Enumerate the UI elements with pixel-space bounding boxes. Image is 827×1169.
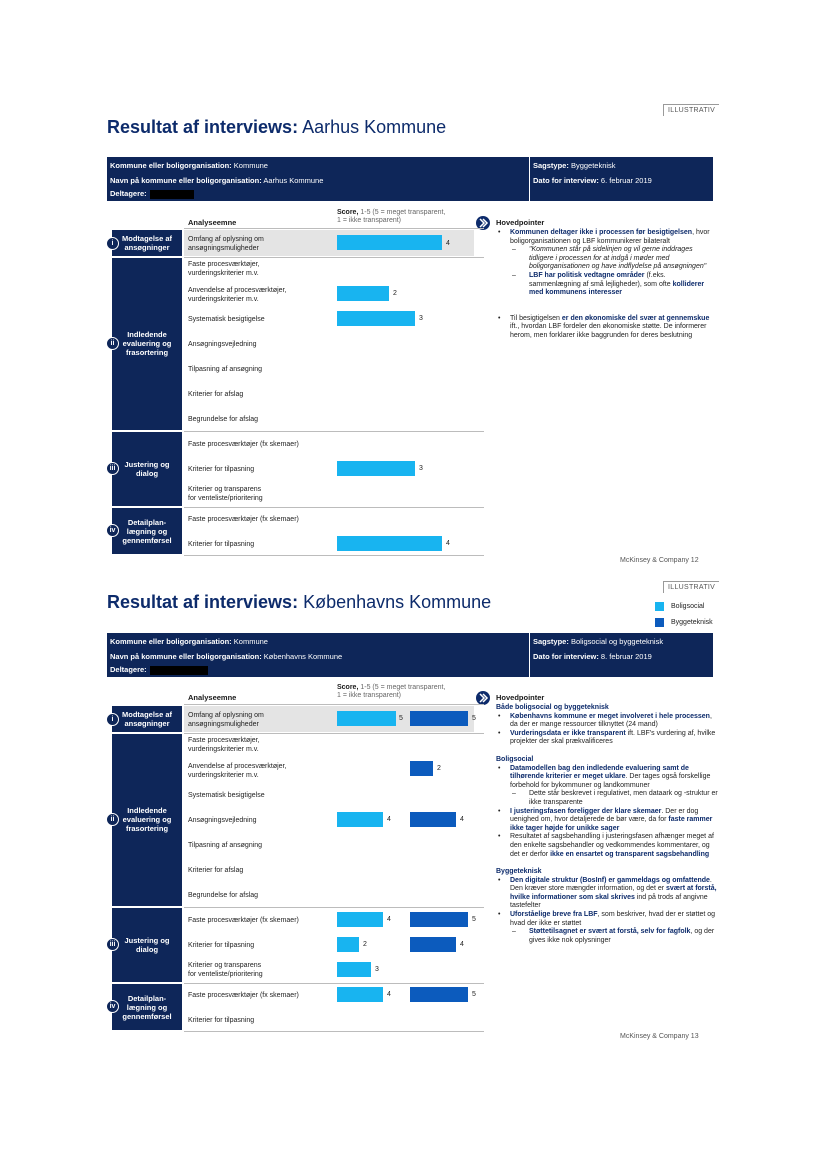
score-bar-boligsocial bbox=[337, 912, 383, 927]
illustrative-tag: ILLUSTRATIV bbox=[663, 104, 719, 116]
criterion-label: Faste procesværktøjer, vurderingskriterier m.v. bbox=[188, 261, 260, 277]
chevron-right-icon bbox=[476, 691, 490, 705]
score-bar-byggeteknisk bbox=[410, 987, 468, 1002]
section-modtagelse: Modtagelse af ansøgninger bbox=[112, 706, 182, 732]
score-bar-byggeteknisk bbox=[410, 711, 468, 726]
criterion-label: Tilpasning af ansøgning bbox=[188, 842, 263, 849]
header-score: Score, 1-5 (5 = meget transparent, 1 = ikke transparent) bbox=[337, 684, 446, 699]
score-bar-byggeteknisk bbox=[410, 937, 456, 952]
section-indledende: Indledende evaluering og frasortering bbox=[112, 258, 182, 430]
header-hovedpointer: Hovedpointer bbox=[496, 693, 545, 702]
main-points: Både boligsocial og byggeteknisk • Københavns kommune er meget involveret i hele processen, da der er mange ressourcer tilknyttet (24 mand) • Vurderingsdata er ikke transparent ift. LBF's vurdering af, hvilke projekter der skal prækvalificeres Boligsocial • Datamodellen bag den indledende evaluering samt de tilhørende kriterier er meget uklare. Der tages også forskellige forbehold for bykommuner og landkommuner – Dette står beskrevet i regulativet, men dataark og -struktur er ikke transparente • I justeringsfasen foreligger der klare skemaer. Der er dog uenighed om, hvor detaljerede de bør være, da for faste rammer ikke tager højde for unikke sager • Resultatet af sagsbehandling i justeringsfasen afhænger meget af den enkelte sagsbehandler og vedkommendes kommentarer, og det er derfor ikke en ensartet og transparent sagsbehandling Byggeteknisk • Den digitale struktur (BosInf) er gammeldags og omfattende. Den kræver store mængder information, og det er svært at forstå, hvilke informationer som skal skrives ind på trods af angivne tastefelter • Uforståelige breve fra LBF, som beskriver, hvad der er støttet og hvad der ikke er støttet – Støttetilsagnet er svært at forstå, selv for fagfolk, og der gives ikke nok oplysninger bbox=[496, 704, 718, 944]
section-justering: Justering og dialog bbox=[112, 432, 182, 506]
criterion-label: Kriterier for tilpasning bbox=[188, 541, 255, 548]
criterion-label: Tilpasning af ansøgning bbox=[188, 366, 263, 373]
criterion-label: Faste procesværktøjer (fx skemaer) bbox=[188, 516, 299, 523]
section-number-badge: i bbox=[106, 237, 119, 250]
section-detailplan: Detailplan- lægning og gennemførsel bbox=[112, 984, 182, 1030]
header-hovedpointer: Hovedpointer bbox=[496, 218, 545, 227]
footer-page: McKinsey & Company 12 bbox=[620, 557, 699, 564]
score-value: 3 bbox=[375, 966, 379, 973]
criterion-label: Faste procesværktøjer (fx skemaer) bbox=[188, 441, 299, 448]
score-value: 4 bbox=[387, 816, 391, 823]
score-bar-byggeteknisk bbox=[410, 761, 433, 776]
criterion-label: Kriterier og transparens for venteliste/prioritering bbox=[188, 962, 263, 978]
score-bar-boligsocial bbox=[337, 987, 383, 1002]
criterion-label: Faste procesværktøjer (fx skemaer) bbox=[188, 992, 299, 999]
score-bar-boligsocial bbox=[337, 937, 359, 952]
interview-info-box: Kommune eller boligorganisation: Kommune Navn på kommune eller boligorganisation: Aarhus Kommune Deltagere: Sagstype: Byggeteknisk Dato for interview: 6. februar 2019 bbox=[107, 157, 713, 201]
criterion-label: Faste procesværktøjer, vurderingskriterier m.v. bbox=[188, 737, 260, 753]
redacted-participants bbox=[150, 666, 208, 675]
interview-info-box: Kommune eller boligorganisation: Kommune Navn på kommune eller boligorganisation: Københavns Kommune Deltagere: Sagstype: Boligsocial og byggeteknisk Dato for interview: 8. februar 2019 bbox=[107, 633, 713, 677]
criterion-label: Begrundelse for afslag bbox=[188, 416, 259, 423]
header-analyseemne: Analyseemne bbox=[188, 693, 237, 702]
score-bar-byggeteknisk bbox=[410, 912, 468, 927]
section-number-badge: iii bbox=[106, 462, 119, 475]
criterion-label: Kriterier og transparens for venteliste/prioritering bbox=[188, 486, 263, 502]
section-number-badge: ii bbox=[106, 337, 119, 350]
criterion-label: Omfang af oplysning om ansøgningsmuligheder bbox=[188, 236, 264, 252]
score-bar-boligsocial bbox=[337, 962, 371, 977]
section-number-badge: iv bbox=[106, 1000, 119, 1013]
footer-page: McKinsey & Company 13 bbox=[620, 1033, 699, 1040]
page-title: Resultat af interviews: Københavns Kommune bbox=[107, 592, 492, 612]
section-number-badge: i bbox=[106, 713, 119, 726]
section-modtagelse: Modtagelse af ansøgninger bbox=[112, 230, 182, 256]
score-value: 5 bbox=[472, 715, 476, 722]
criterion-label: Kriterier for tilpasning bbox=[188, 942, 255, 949]
illustrative-tag: ILLUSTRATIV bbox=[663, 581, 719, 593]
criterion-label: Anvendelse af procesværktøjer, vurderingskriterier m.v. bbox=[188, 287, 287, 303]
section-number-badge: iv bbox=[106, 524, 119, 537]
criterion-label: Ansøgningsvejledning bbox=[188, 341, 257, 348]
legend-swatch-boligsocial bbox=[655, 602, 664, 611]
section-justering: Justering og dialog bbox=[112, 908, 182, 982]
criterion-label: Faste procesværktøjer (fx skemaer) bbox=[188, 917, 299, 924]
score-value: 2 bbox=[437, 765, 441, 772]
score-value: 4 bbox=[387, 916, 391, 923]
criterion-label: Begrundelse for afslag bbox=[188, 892, 259, 899]
criterion-label: Omfang af oplysning om ansøgningsmuligheder bbox=[188, 712, 264, 728]
score-value: 4 bbox=[460, 816, 464, 823]
score-value: 3 bbox=[419, 315, 423, 322]
score-value: 5 bbox=[472, 916, 476, 923]
score-bar-boligsocial bbox=[337, 711, 396, 726]
section-number-badge: iii bbox=[106, 938, 119, 951]
score-value: 4 bbox=[387, 991, 391, 998]
section-number-badge: ii bbox=[106, 813, 119, 826]
score-value: 4 bbox=[446, 540, 450, 547]
legend-swatch-byggeteknisk bbox=[655, 618, 664, 627]
criterion-label: Systematisk besigtigelse bbox=[188, 792, 265, 799]
section-detailplan: Detailplan- lægning og gennemførsel bbox=[112, 508, 182, 554]
score-value: 5 bbox=[399, 715, 403, 722]
score-bar-byggeteknisk bbox=[410, 812, 456, 827]
page-title: Resultat af interviews: Aarhus Kommune bbox=[107, 117, 447, 137]
score-bar-boligsocial bbox=[337, 812, 383, 827]
score-value: 5 bbox=[472, 991, 476, 998]
score-value: 2 bbox=[393, 290, 397, 297]
main-points: • Kommunen deltager ikke i processen før besigtigelsen, hvor boligorganisationen og LBF kommunikerer bilateralt – "Kommunen står på sidelinjen og vil gerne inddrages tidligere i processen for at indgå i møder med boligorganisationen og have indflydelse på ansøgningen" – LBF har politisk vedtagne områder (f.eks. sammenlægning af små lejligheder), som ofte kolliderer med kommunens interesser • Til besigtigelsen er den økonomiske del svær at gennemskue ift., hvordan LBF fordeler den økonomiske støtte. De informerer herom, men forklarer ikke baggrunden for deres beslutning bbox=[498, 229, 710, 339]
section-indledende: Indledende evaluering og frasortering bbox=[112, 734, 182, 906]
criterion-label: Kriterier for tilpasning bbox=[188, 1017, 255, 1024]
criterion-label: Kriterier for afslag bbox=[188, 391, 244, 398]
score-value: 4 bbox=[446, 240, 450, 247]
criterion-label: Kriterier for afslag bbox=[188, 867, 244, 874]
header-analyseemne: Analyseemne bbox=[188, 218, 237, 227]
score-value: 4 bbox=[460, 941, 464, 948]
criterion-label: Systematisk besigtigelse bbox=[188, 316, 265, 323]
slide-koebenhavn: ILLUSTRATIV Resultat af interviews: Københavns Kommune Boligsocial Byggeteknisk Kommune eller boligorganisation: Kommune Navn på kommune eller boligorganisation: Københavns Kommune Deltagere: Sagstype: Boligsocial og byggeteknisk Dato for interview: 8. februar 2019 Analyseemne Score, 1-5 (5 = meget transparent, 1 = ikke transparent) Hovedpointer Modtagelse af ansøgninger i Indledende evaluering og frasortering ii Justering og dialog iii Detailplan- lægning og gennemførsel iv Omfang af oplysning om ansøgningsmuligheder Faste procesværktøjer, vurderingskriterier m.v. Anvendelse af procesværktøjer, vurderingskriterier m.v. Systematisk besigtigelse Ansøgningsvejledning Tilpasning af ansøgning Kriterier for afslag Begrundelse for afslag Faste procesværktøjer (fx skemaer) Kriterier for tilpasning Kriterier og transparens for venteliste/prioritering Faste procesværktøjer (fx skemaer) Kriterier for tilpasning 5 4 4 2 3 4 5 2 4 5 4 5 Både boligsocial og byggeteknisk • Københavns kommune er meget involveret i hele processen, da der er mange ressourcer tilknyttet (24 mand) • Vurderingsdata er ikke transparent ift. LBF's vurdering af, hvilke projekter der skal prækvalificeres Boligsocial • Datamodellen bag den indledende evaluering samt de tilhørende kriterier er meget uklare. Der tages også forskellige forbehold for bykommuner og landkommuner – Dette står beskrevet i regulativet, men dataark og -struktur er ikke transparente • I justeringsfasen foreligger der klare skemaer. Der er dog uenighed om, hvor detaljerede de bør være, da for faste rammer ikke tager højde for unikke sager • Resultatet af sagsbehandling i justeringsfasen afhænger meget af den enkelte sagsbehandler og vedkommendes kommentarer, og det er derfor ikke en ensartet og transparent sagsbehandling Byggeteknisk • Den digitale struktur (BosInf) er gammeldags og omfattende. Den kræver store mængder information, og det er svært at forstå, hvilke informationer som skal skrives ind på trods af angivne tastefelter • Uforståelige breve fra LBF, som beskriver, hvad der er støttet og hvad der ikke er støttet – Støttetilsagnet er svært at forstå, selv for fagfolk, og der gives ikke nok oplysninger McKinsey & Company 13 bbox=[0, 0, 827, 1169]
criterion-label: Kriterier for tilpasning bbox=[188, 466, 255, 473]
score-value: 3 bbox=[419, 465, 423, 472]
criterion-label: Anvendelse af procesværktøjer, vurderingskriterier m.v. bbox=[188, 763, 287, 779]
header-score: Score, 1-5 (5 = meget transparent, 1 = ikke transparent) bbox=[337, 209, 446, 224]
criterion-label: Ansøgningsvejledning bbox=[188, 817, 257, 824]
score-value: 2 bbox=[363, 941, 367, 948]
